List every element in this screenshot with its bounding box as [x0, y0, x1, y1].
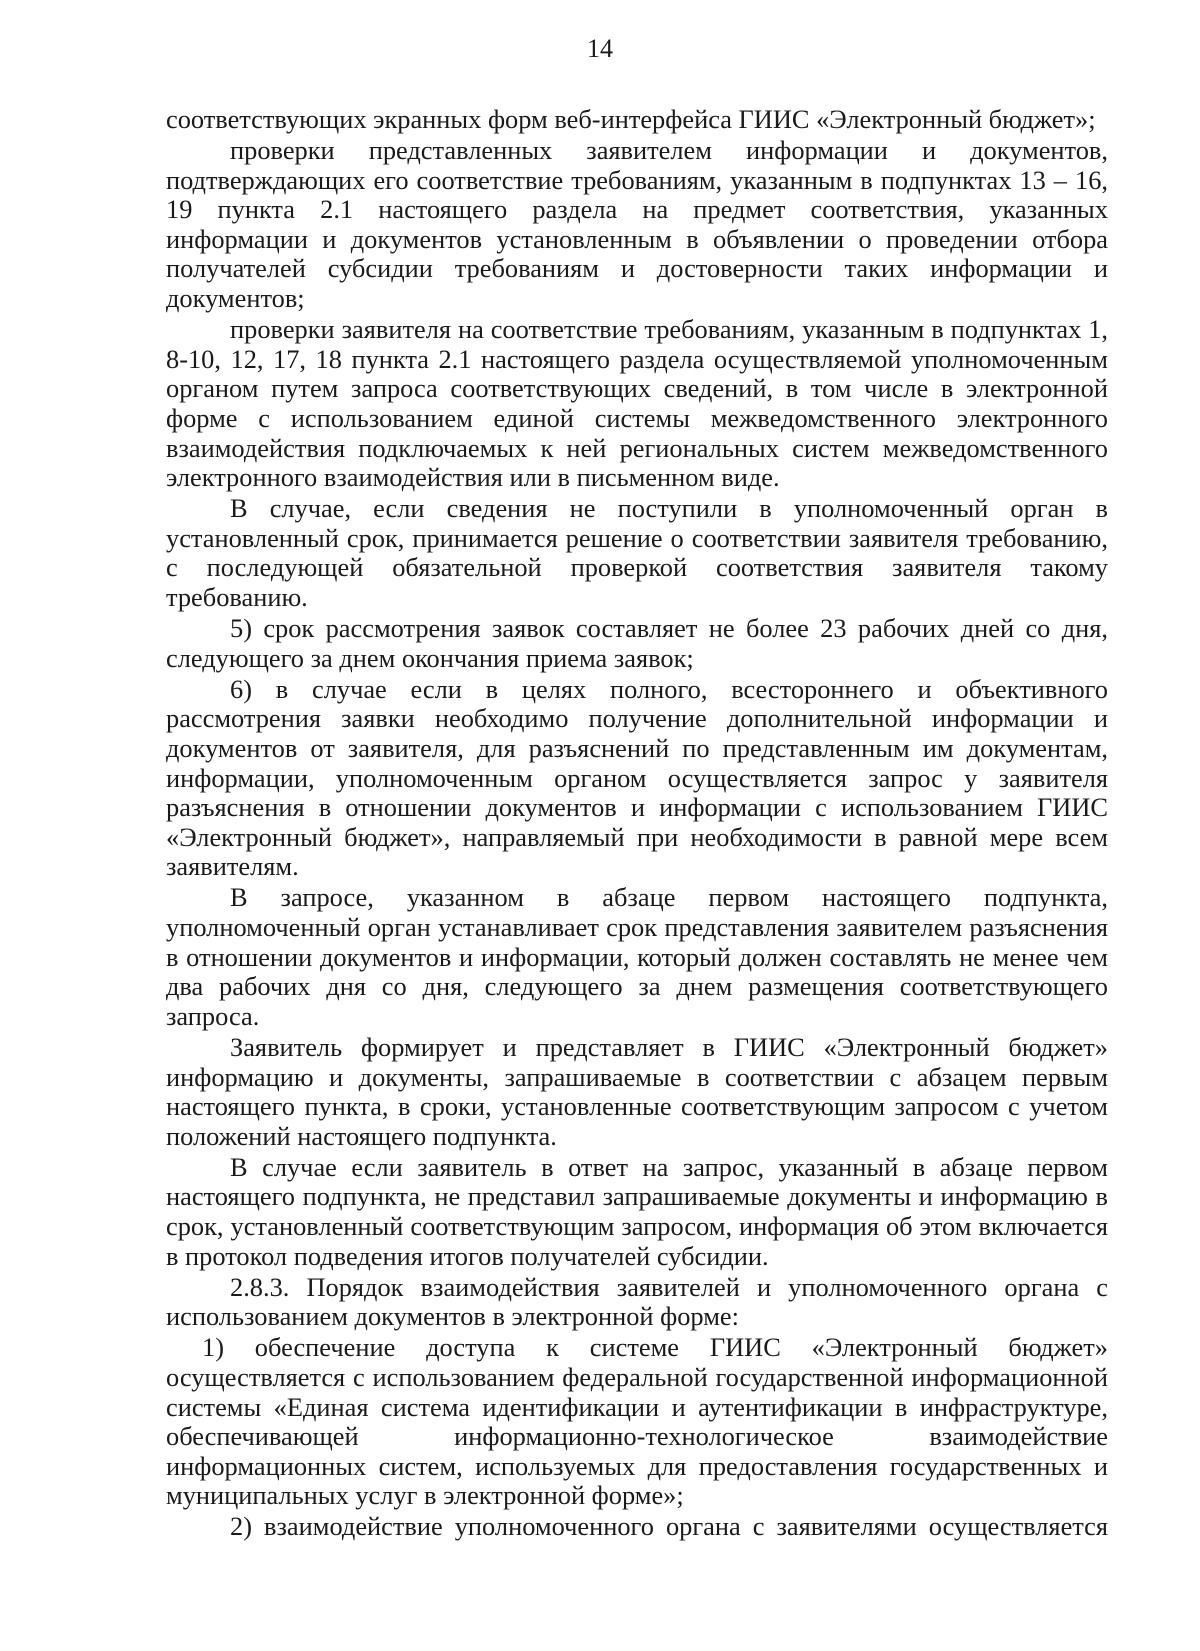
paragraph-section-2-8-3: 2.8.3. Порядок взаимодействия заявителей и уполномоченного органа с использованием документов в электронной форме:: [166, 1271, 1108, 1332]
paragraph-additional-info-request: 6) в случае если в целях полного, всестороннего и объективного рассмотрения заявки необходимо получение дополнительной информации и документов от заявителя, для разъяснений по представленным им документам, информации, уполномоченным органом осуществляется запрос у заявителя разъяснения в отношении документов и информации с использованием ГИИС «Электронный бюджет», направляемый при необходимости в равной мере всем заявителям.: [166, 673, 1108, 882]
paragraph-document-check: проверки представленных заявителем информации и документов, подтверждающих его соответствие требованиям, указанным в подпунктах 13 – 16, 19 пункта 2.1 настоящего раздела на предмет соответствия, указанных информации и документов установленным в объявлении о проведении отбора получателей субсидии требованиям и достоверности таких информации и документов;: [166, 135, 1108, 314]
paragraph-continuation: соответствующих экранных форм веб-интерфейса ГИИС «Электронный бюджет»;: [166, 104, 1096, 134]
paragraph-access-esia: 1) обеспечение доступа к системе ГИИС «Электронный бюджет» осуществляется с использованием федеральной государственной информационной системы «Единая система идентификации и аутентификации в инфраструктуре, обеспечивающей информационно-технологическое взаимодействие информационных систем, используемых для предоставления государственных и муниципальных услуг в электронной форме»;: [166, 1332, 1108, 1511]
paragraph-review-period: 5) срок рассмотрения заявок составляет не более 23 рабочих дней со дня, следующего за днем окончания приема заявок;: [166, 613, 1108, 673]
paragraph-no-response: В случае если заявитель в ответ на запрос, указанный в абзаце первом настоящего подпункта, не представил запрашиваемые документы и информацию в срок, установленный соответствующим запросом, информация об этом включается в протокол подведения итогов получателей субсидии.: [166, 1151, 1108, 1271]
paragraph-request-deadline: В запросе, указанном в абзаце первом настоящего подпункта, уполномоченный орган устанавливает срок представления заявителем разъяснения в отношении документов и информации, который должен составлять не менее чем два рабочих дня со дня, следующего за днем размещения соответствующего запроса.: [166, 882, 1108, 1031]
page-number: 14: [587, 34, 613, 63]
paragraph-no-info-received: В случае, если сведения не поступили в уполномоченный орган в установленный срок, принимается решение о соответствии заявителя требованию, с последующей обязательной проверкой соответствия заявителя такому требованию.: [166, 493, 1108, 612]
paragraph-interaction: 2) взаимодействие уполномоченного органа с заявителями осуществляется: [230, 1511, 1108, 1542]
paragraph-applicant-check: проверки заявителя на соответствие требованиям, указанным в подпунктах 1, 8-10, 12, 17, 18 пункта 2.1 настоящего раздела осуществляемой уполномоченным органом путем запроса соответствующих сведений, в том числе в электронной форме с использованием единой системы межведомственного электронного взаимодействия подключаемых к ней региональных систем межведомственного электронного взаимодействия или в письменном виде.: [166, 314, 1108, 493]
paragraph-applicant-response: Заявитель формирует и представляет в ГИИС «Электронный бюджет» информацию и документы, запрашиваемые в соответствии с абзацем первым настоящего пункта, в сроки, установленные соответствующим запросом с учетом положений настоящего подпункта.: [166, 1031, 1108, 1151]
body-text: [166, 105, 1108, 1544]
